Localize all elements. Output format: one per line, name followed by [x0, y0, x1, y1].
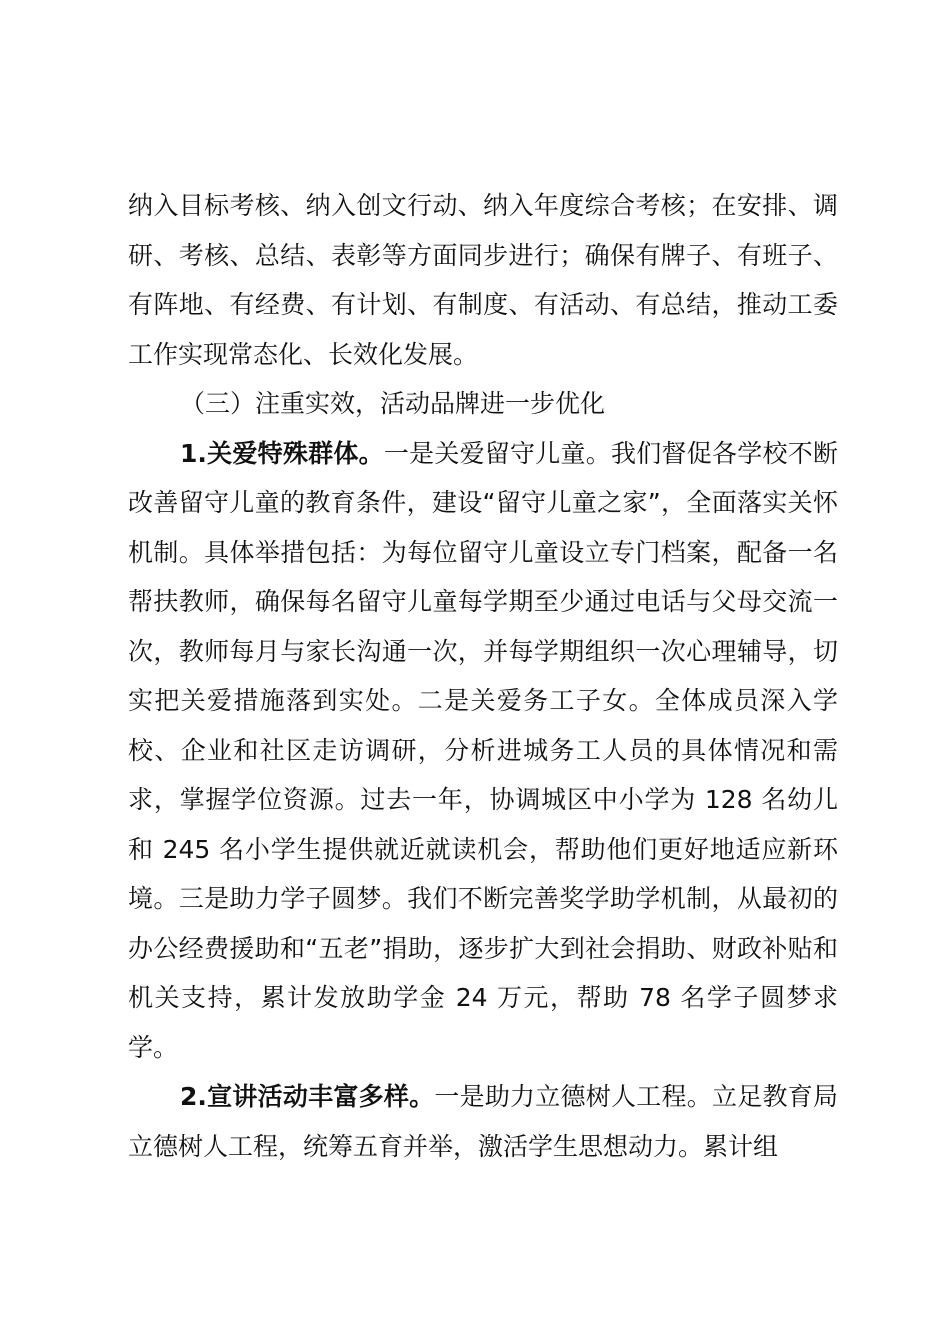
body-paragraph-continuation: 纳入目标考核、纳入创文行动、纳入年度综合考核；在安排、调研、考核、总结、表彰等方面同步进行；确保有牌子、有班子、有阵地、有经费、有计划、有制度、有活动、有总结，推动工委工作实现常态化、长效化发展。: [128, 191, 838, 369]
paragraph-lead-heading: 1.关爱特殊群体。: [180, 438, 384, 468]
section-heading: （三）注重实效，活动品牌进一步优化: [180, 389, 606, 418]
paragraph-body-text: 一是助力立德树人工程。立足教育局立德树人工程，统筹五育并举，激活学生思想动力。累计组: [128, 1082, 838, 1161]
paragraph-lead-heading: 2.宣讲活动丰富多样。: [180, 1082, 435, 1111]
body-paragraph-care-groups: [128, 429, 838, 1073]
paragraph-body-text: 一是关爱留守儿童。我们督促各学校不断改善留守儿童的教育条件，建设“留守儿童之家”，全面落实关怀机制。具体举措包括：为每位留守儿童设立专门档案，配备一名帮扶教师，确保每名留守儿童每学期至少通过电话与父母交流一次，教师每月与家长沟通一次，并每学期组织一次心理辅导，切实把关爱措施落到实处。二是关爱务工子女。全体成员深入学校、企业和社区走访调研，分析进城务工人员的具体情况和需求，掌握学位资源。过去一年，协调城区中小学为 128 名幼儿和 245 名小学生提供就近就读机会，帮助他们更好地适应新环境。三是助力学子圆梦。我们不断完善奖学助学机制，从最初的办公经费援助和“五老”捐助，逐步扩大到社会捐助、财政补贴和机关支持，累计发放助学金 24 万元，帮助 78 名学子圆梦求学。: [128, 438, 838, 1062]
body-paragraph-lecture-activities: [128, 1072, 838, 1171]
